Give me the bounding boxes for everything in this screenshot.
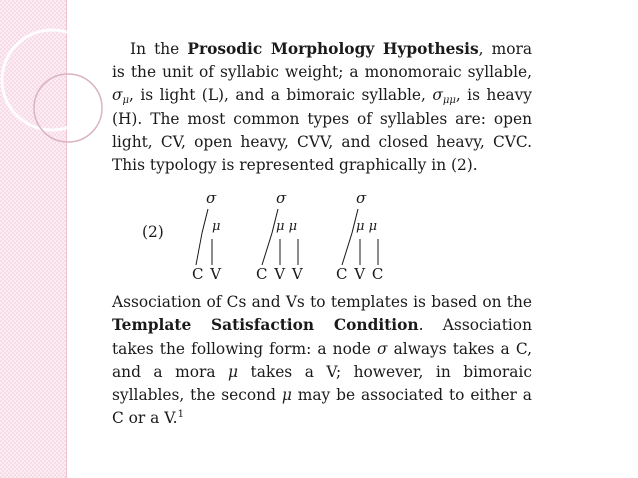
term-template-satisfaction-condition: Template Satisfaction Condition [112, 316, 419, 335]
text-run: may be associated to either a C or a V. [112, 386, 532, 428]
tree-segments: C V C [336, 265, 385, 284]
tree-cvc [336, 189, 406, 289]
tree-sigma: σ [206, 189, 217, 208]
text-run: Association of Cs and Vs to templates is based on the [112, 293, 532, 312]
tree-morae: μ μ [356, 219, 378, 235]
paragraph-prosodic-hypothesis [112, 38, 532, 177]
tree-association-lines [336, 189, 406, 289]
tree-segments: C V [192, 265, 223, 284]
subscript-mu-mu: μμ [442, 95, 456, 107]
tree-morae: μ [212, 219, 221, 235]
tree-morae: μ μ [276, 219, 298, 235]
term-prosodic-morphology-hypothesis: Prosodic Morphology Hypothesis [187, 40, 479, 58]
tree-sigma: σ [276, 189, 287, 208]
example-2-syllable-trees [112, 179, 532, 291]
text-run: takes a V; however, in bimoraic syllables, the second [112, 362, 532, 405]
sigma-symbol: σ [112, 86, 123, 105]
sigma-symbol: σ [432, 86, 443, 105]
mu-symbol: μ [281, 386, 292, 405]
paragraph-template-satisfaction [112, 291, 532, 430]
tree-cv [192, 189, 262, 289]
text-run: . Association takes the following form: a node [112, 316, 532, 358]
tree-association-lines [192, 189, 262, 289]
tree-sigma: σ [356, 189, 367, 208]
sigma-symbol: σ [376, 339, 388, 358]
text-run: always takes a C, and a mora [112, 339, 532, 381]
subscript-mu: μ [122, 95, 130, 107]
footnote-marker: 1 [177, 409, 184, 421]
example-number: (2) [142, 223, 164, 242]
text-run: , mora is the unit of syllabic weight; a monomoraic syllable, [112, 40, 532, 82]
tree-cvv [256, 189, 326, 289]
mu-symbol: μ [228, 362, 239, 381]
tree-association-lines [256, 189, 326, 289]
slide-content [112, 38, 532, 430]
tree-segments: C V V [256, 265, 304, 284]
text-run: , is heavy (H). The most common types of syllables are: open light, CV, open heavy, CVV, and closed heavy, CVC. This typology is represented graphically in (2). [112, 86, 532, 175]
text-run: , is light (L), and a bimoraic syllable, [129, 86, 426, 105]
text-run: In the [130, 40, 180, 58]
